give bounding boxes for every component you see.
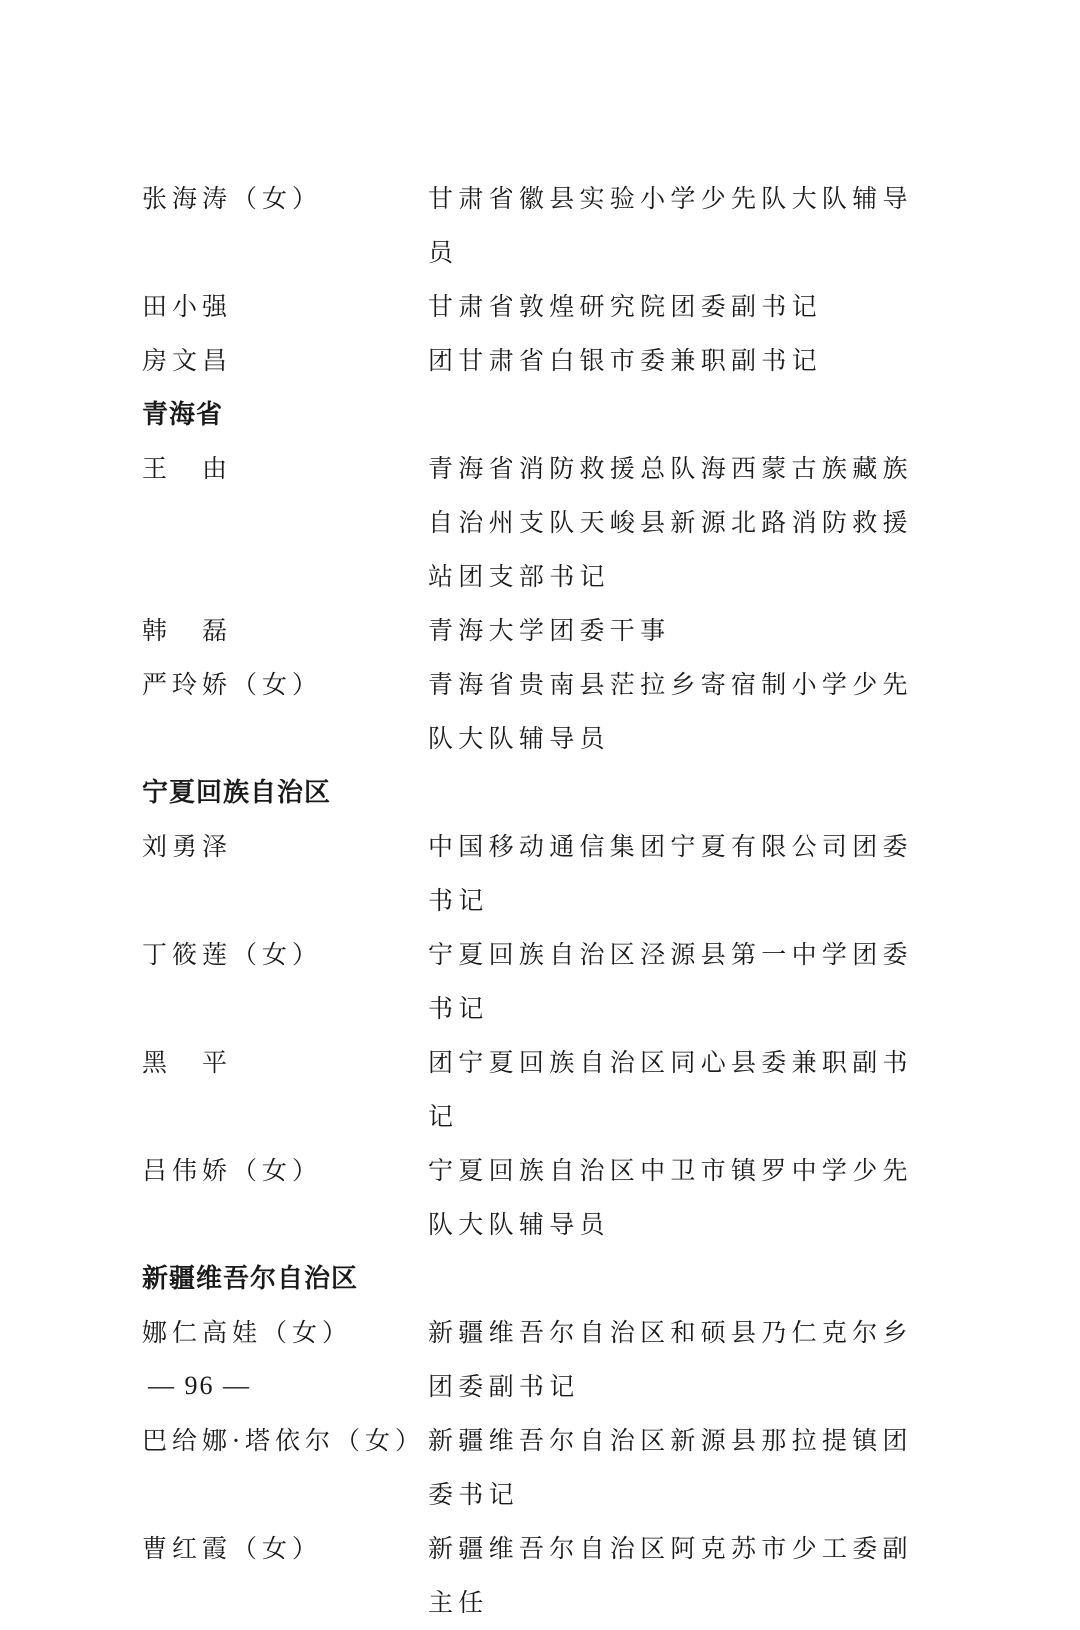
- person-role: 青海大学团委干事: [428, 616, 671, 645]
- person-name: 丁筱莲（女）: [142, 940, 323, 969]
- list-item: [142, 604, 942, 658]
- person-name: 巴给娜·塔依尔（女）: [142, 1426, 425, 1455]
- page-number: — 96 —: [148, 1371, 251, 1400]
- person-name: 严玲娇（女）: [142, 670, 323, 699]
- person-name: 吕伟娇（女）: [142, 1156, 323, 1185]
- person-role: 中国移动通信集团宁夏有限公司团委书记: [428, 832, 913, 915]
- person-name: 娜仁高娃（女）: [142, 1318, 353, 1347]
- person-role: 青海省消防救援总队海西蒙古族藏族自治州支队天峻县新源北路消防救援站团支部书记: [428, 454, 913, 591]
- list-item: [142, 442, 942, 604]
- person-role: 宁夏回族自治区泾源县第一中学团委书记: [428, 940, 913, 1023]
- person-role: 甘肃省敦煌研究院团委副书记: [428, 292, 822, 321]
- person-role: 团宁夏回族自治区同心县委兼职副书记: [428, 1048, 913, 1131]
- section-heading-xinjiang: 新疆维吾尔自治区: [142, 1264, 359, 1294]
- person-role: 新疆维吾尔自治区阿克苏市少工委副主任: [428, 1534, 913, 1617]
- list-item: [142, 1306, 942, 1414]
- list-item: [142, 1414, 942, 1522]
- list-item: [142, 1522, 942, 1630]
- list-item: [142, 172, 942, 280]
- list-item: [142, 280, 942, 334]
- section-heading-ningxia: 宁夏回族自治区: [142, 778, 332, 808]
- person-role: 新疆维吾尔自治区和硕县乃仁克尔乡团委副书记: [428, 1318, 913, 1401]
- person-role: 团甘肃省白银市委兼职副书记: [428, 346, 822, 375]
- list-item: [142, 1144, 942, 1252]
- person-name: 房文昌: [142, 346, 233, 375]
- name-list: [142, 172, 942, 1630]
- person-name: 张海涛（女）: [142, 184, 323, 213]
- list-item: [142, 334, 942, 388]
- list-item: [142, 658, 942, 766]
- list-item: [142, 928, 942, 1036]
- person-name: 刘勇泽: [142, 832, 233, 861]
- person-role: 宁夏回族自治区中卫市镇罗中学少先队大队辅导员: [428, 1156, 913, 1239]
- person-name: 王 由: [142, 454, 233, 483]
- person-role: 新疆维吾尔自治区新源县那拉提镇团委书记: [428, 1426, 913, 1509]
- person-name: 韩 磊: [142, 616, 233, 645]
- list-item: [142, 1036, 942, 1144]
- person-name: 曹红霞（女）: [142, 1534, 323, 1563]
- person-name: 田小强: [142, 292, 233, 321]
- person-role: 甘肃省徽县实验小学少先队大队辅导员: [428, 184, 913, 267]
- person-name: 黑 平: [142, 1048, 233, 1077]
- section-heading-qinghai: 青海省: [142, 400, 224, 430]
- list-item: [142, 820, 942, 928]
- person-role: 青海省贵南县茫拉乡寄宿制小学少先队大队辅导员: [428, 670, 913, 753]
